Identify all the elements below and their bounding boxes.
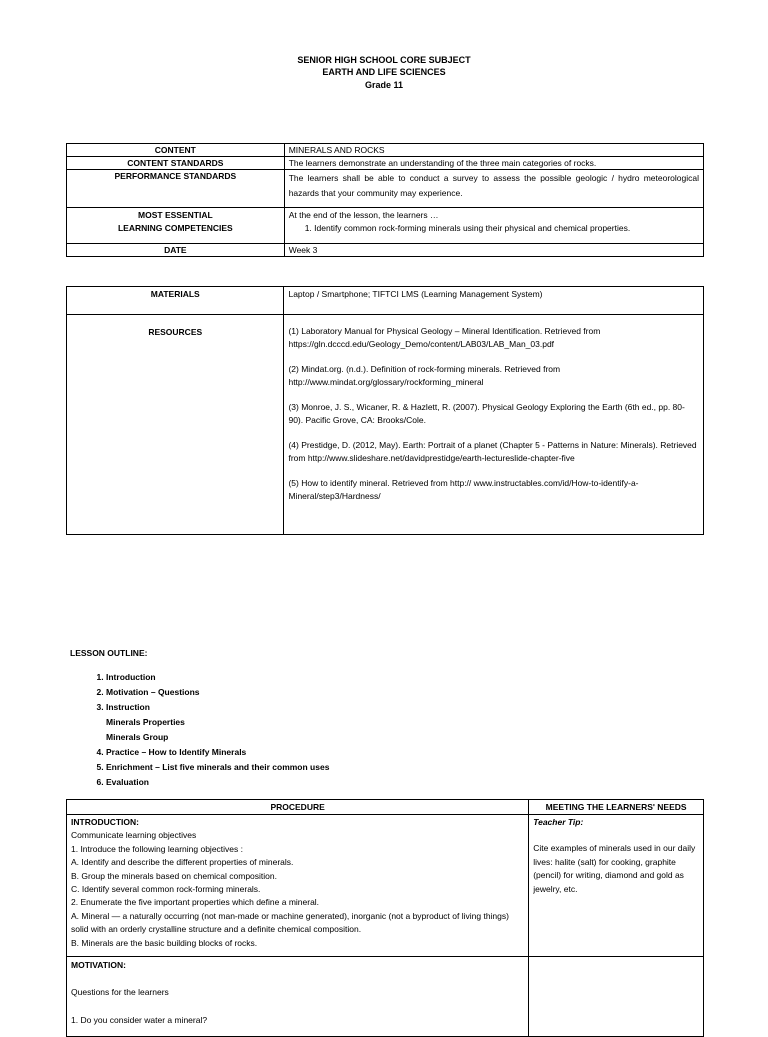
outline-item-label: Instruction bbox=[106, 702, 150, 712]
intro-line: B. Group the minerals based on chemical composition. bbox=[71, 870, 277, 881]
doc-grade: Grade 11 bbox=[364, 80, 404, 90]
introduction-cell bbox=[67, 815, 529, 957]
intro-line: A. Identify and describe the different properties of minerals. bbox=[71, 857, 294, 868]
competencies-item: 1. Identify common rock-forming minerals using their physical and chemical properties. bbox=[304, 223, 631, 233]
outline-item: 5. Enrichment – List five minerals and their common uses bbox=[106, 760, 470, 775]
intro-line: C. Identify several common rock-forming minerals. bbox=[71, 884, 261, 895]
materials-value: Laptop / Smartphone; TIFTCI LMS (Learning Management System) bbox=[284, 287, 704, 315]
outline-item: 2. Motivation – Questions bbox=[106, 685, 470, 700]
materials-row bbox=[67, 287, 704, 315]
competencies-label bbox=[67, 208, 285, 244]
motivation-title: MOTIVATION: bbox=[71, 960, 126, 970]
outline-subitem: Minerals Properties bbox=[106, 717, 185, 727]
materials-label: MATERIALS bbox=[67, 287, 284, 315]
introduction-row bbox=[67, 815, 704, 957]
content-standards-row bbox=[67, 157, 704, 170]
performance-standards-row bbox=[67, 170, 704, 208]
performance-standards-label: PERFORMANCE STANDARDS bbox=[67, 170, 285, 208]
outline-item: 4. Practice – How to Identify Minerals bbox=[106, 745, 470, 760]
resources-list bbox=[284, 315, 704, 535]
lesson-outline-title: LESSON OUTLINE: bbox=[70, 648, 148, 658]
motivation-cell bbox=[67, 957, 529, 1037]
resource-item: (5) How to identify mineral. Retrieved from http:// www.instructables.com/id/How-to-identify-a-Mineral/step3/Hardness/ bbox=[288, 478, 639, 501]
resources-label: RESOURCES bbox=[67, 315, 284, 535]
introduction-title: INTRODUCTION: bbox=[71, 817, 139, 827]
content-value: MINERALS AND ROCKS bbox=[284, 144, 703, 157]
lesson-outline bbox=[70, 670, 470, 790]
motivation-needs-cell bbox=[529, 957, 704, 1037]
learners-needs-header: MEETING THE LEARNERS' NEEDS bbox=[529, 800, 704, 815]
doc-subject-line: SENIOR HIGH SCHOOL CORE SUBJECT bbox=[297, 55, 471, 65]
content-row bbox=[67, 144, 704, 157]
outline-item: 1. Introduction bbox=[106, 670, 470, 685]
intro-line: 1. Introduce the following learning objectives : bbox=[71, 843, 243, 854]
competencies-intro: At the end of the lesson, the learners … bbox=[288, 210, 439, 220]
intro-line: A. Mineral — a naturally occurring (not man-made or machine generated), inorganic (not a byproduct of living things) solid with an orderly crystalline structure and a definite chemical composition. bbox=[71, 910, 509, 935]
teacher-tip-cell bbox=[529, 815, 704, 957]
resources-row bbox=[67, 315, 704, 535]
doc-course-title: EARTH AND LIFE SCIENCES bbox=[322, 67, 446, 77]
competencies-label-line1: MOST ESSENTIAL bbox=[138, 210, 213, 220]
motivation-line: 1. Do you consider water a mineral? bbox=[71, 1014, 208, 1025]
teacher-tip-label: Teacher Tip: bbox=[533, 817, 584, 827]
date-value: Week 3 bbox=[284, 244, 703, 257]
outline-item bbox=[106, 700, 470, 745]
content-standards-value: The learners demonstrate an understanding of the three main categories of rocks. bbox=[284, 157, 703, 170]
date-row bbox=[67, 244, 704, 257]
date-label: DATE bbox=[67, 244, 285, 257]
materials-table bbox=[66, 286, 704, 535]
resource-item: (4) Prestidge, D. (2012, May). Earth: Portrait of a planet (Chapter 5 - Patterns in Nature: Minerals). Retrieved from http://www.slideshare.net/davidprestidge/earth-lectureslide-chapter-five bbox=[288, 440, 697, 463]
intro-line: B. Minerals are the basic building blocks of rocks. bbox=[71, 937, 258, 948]
outline-subitem: Minerals Group bbox=[106, 732, 169, 742]
content-standards-label: CONTENT STANDARDS bbox=[67, 157, 285, 170]
procedure-table bbox=[66, 799, 704, 1037]
procedure-header: PROCEDURE bbox=[67, 800, 529, 815]
competencies-value bbox=[284, 208, 703, 244]
competencies-label-line2: LEARNING COMPETENCIES bbox=[117, 223, 233, 233]
content-label: CONTENT bbox=[67, 144, 285, 157]
teacher-tip-text: Cite examples of minerals used in our daily lives: halite (salt) for cooking, graphite (pencil) for writing, diamond and gold as jewelry, etc. bbox=[533, 843, 696, 894]
outline-item: 6. Evaluation bbox=[106, 775, 470, 790]
resource-item: (2) Mindat.org. (n.d.). Definition of rock-forming minerals. Retrieved from http://www.mindat.org/glossary/rockforming_mineral bbox=[288, 364, 561, 387]
resource-item: (1) Laboratory Manual for Physical Geology – Mineral Identification. Retrieved from https://gln.dcccd.edu/Geology_Demo/content/LAB03/LAB_Man_03.pdf bbox=[288, 326, 601, 349]
competencies-row bbox=[67, 208, 704, 244]
procedure-header-row bbox=[67, 800, 704, 815]
intro-line: Communicate learning objectives bbox=[71, 830, 197, 841]
motivation-row bbox=[67, 957, 704, 1037]
curriculum-table bbox=[66, 143, 704, 257]
intro-line: 2. Enumerate the five important properties which define a mineral. bbox=[71, 897, 320, 908]
performance-standards-value: The learners shall be able to conduct a survey to assess the possible geologic / hydro meteorological hazards that your community may experience. bbox=[284, 170, 703, 208]
resource-item: (3) Monroe, J. S., Wicaner, R. & Hazlett, R. (2007). Physical Geology Exploring the Earth (6th ed., pp. 80-90). Pacific Grove, CA: Brooks/Cole. bbox=[288, 402, 685, 425]
motivation-line: Questions for the learners bbox=[71, 987, 169, 998]
